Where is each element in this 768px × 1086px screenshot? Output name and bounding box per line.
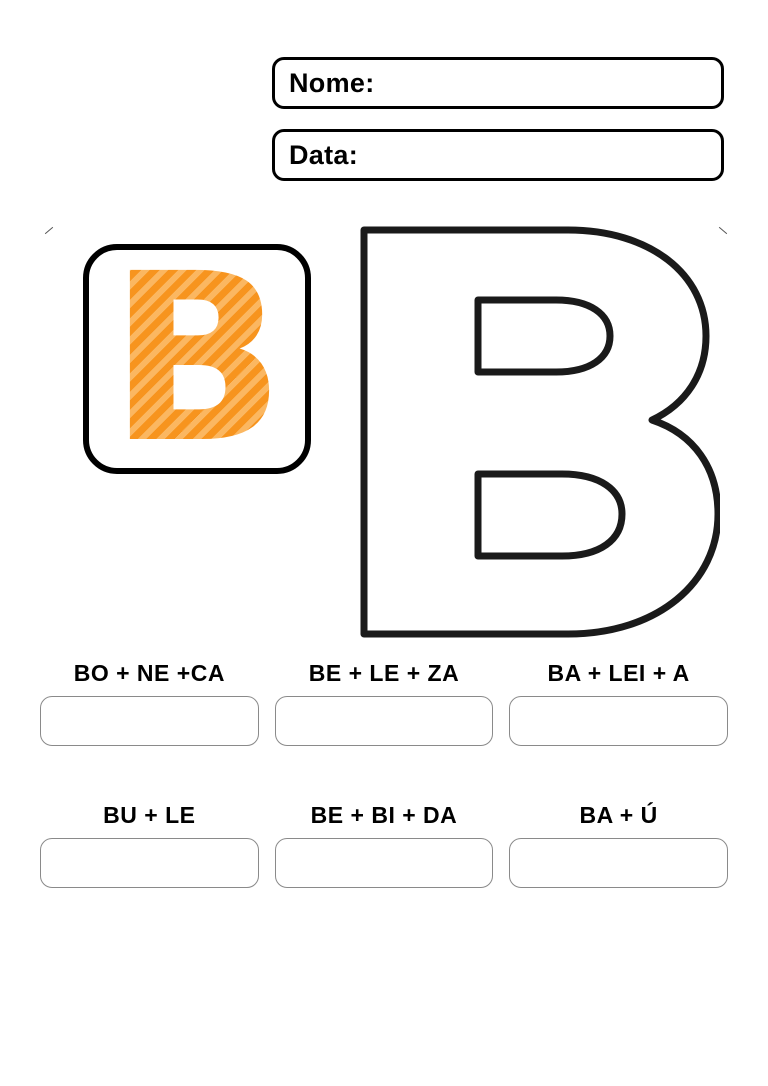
filled-letter-card — [83, 244, 311, 474]
name-field-row[interactable] — [272, 57, 724, 109]
exercise-label: BA + Ú — [579, 802, 658, 828]
exercise-answer-box[interactable] — [275, 696, 494, 746]
corner-tick-right-icon — [719, 227, 727, 234]
exercise-item — [32, 802, 267, 888]
exercise-answer-box[interactable] — [509, 696, 728, 746]
exercise-item — [267, 660, 502, 746]
exercise-answer-box[interactable] — [40, 696, 259, 746]
exercise-item — [501, 802, 736, 888]
exercise-label: BA + LEI + A — [547, 660, 690, 686]
letter-showcase — [0, 222, 768, 652]
exercise-label: BU + LE — [103, 802, 196, 828]
exercise-answer-box[interactable] — [275, 838, 494, 888]
date-field-row[interactable] — [272, 129, 724, 181]
outline-letter-b — [350, 222, 720, 642]
exercise-item — [501, 660, 736, 746]
exercise-label: BE + BI + DA — [310, 802, 458, 828]
exercise-label: BO + NE +CA — [73, 660, 225, 686]
exercise-item — [32, 660, 267, 746]
exercise-label: BE + LE + ZA — [308, 660, 460, 686]
date-field-label: Data: — [289, 139, 359, 170]
exercise-grid — [32, 660, 736, 944]
name-field-label: Nome: — [289, 67, 375, 98]
exercise-answer-box[interactable] — [40, 838, 259, 888]
exercise-item — [267, 802, 502, 888]
exercise-answer-box[interactable] — [509, 838, 728, 888]
corner-tick-left-icon — [45, 227, 53, 234]
filled-letter-glyph: B — [108, 244, 286, 474]
